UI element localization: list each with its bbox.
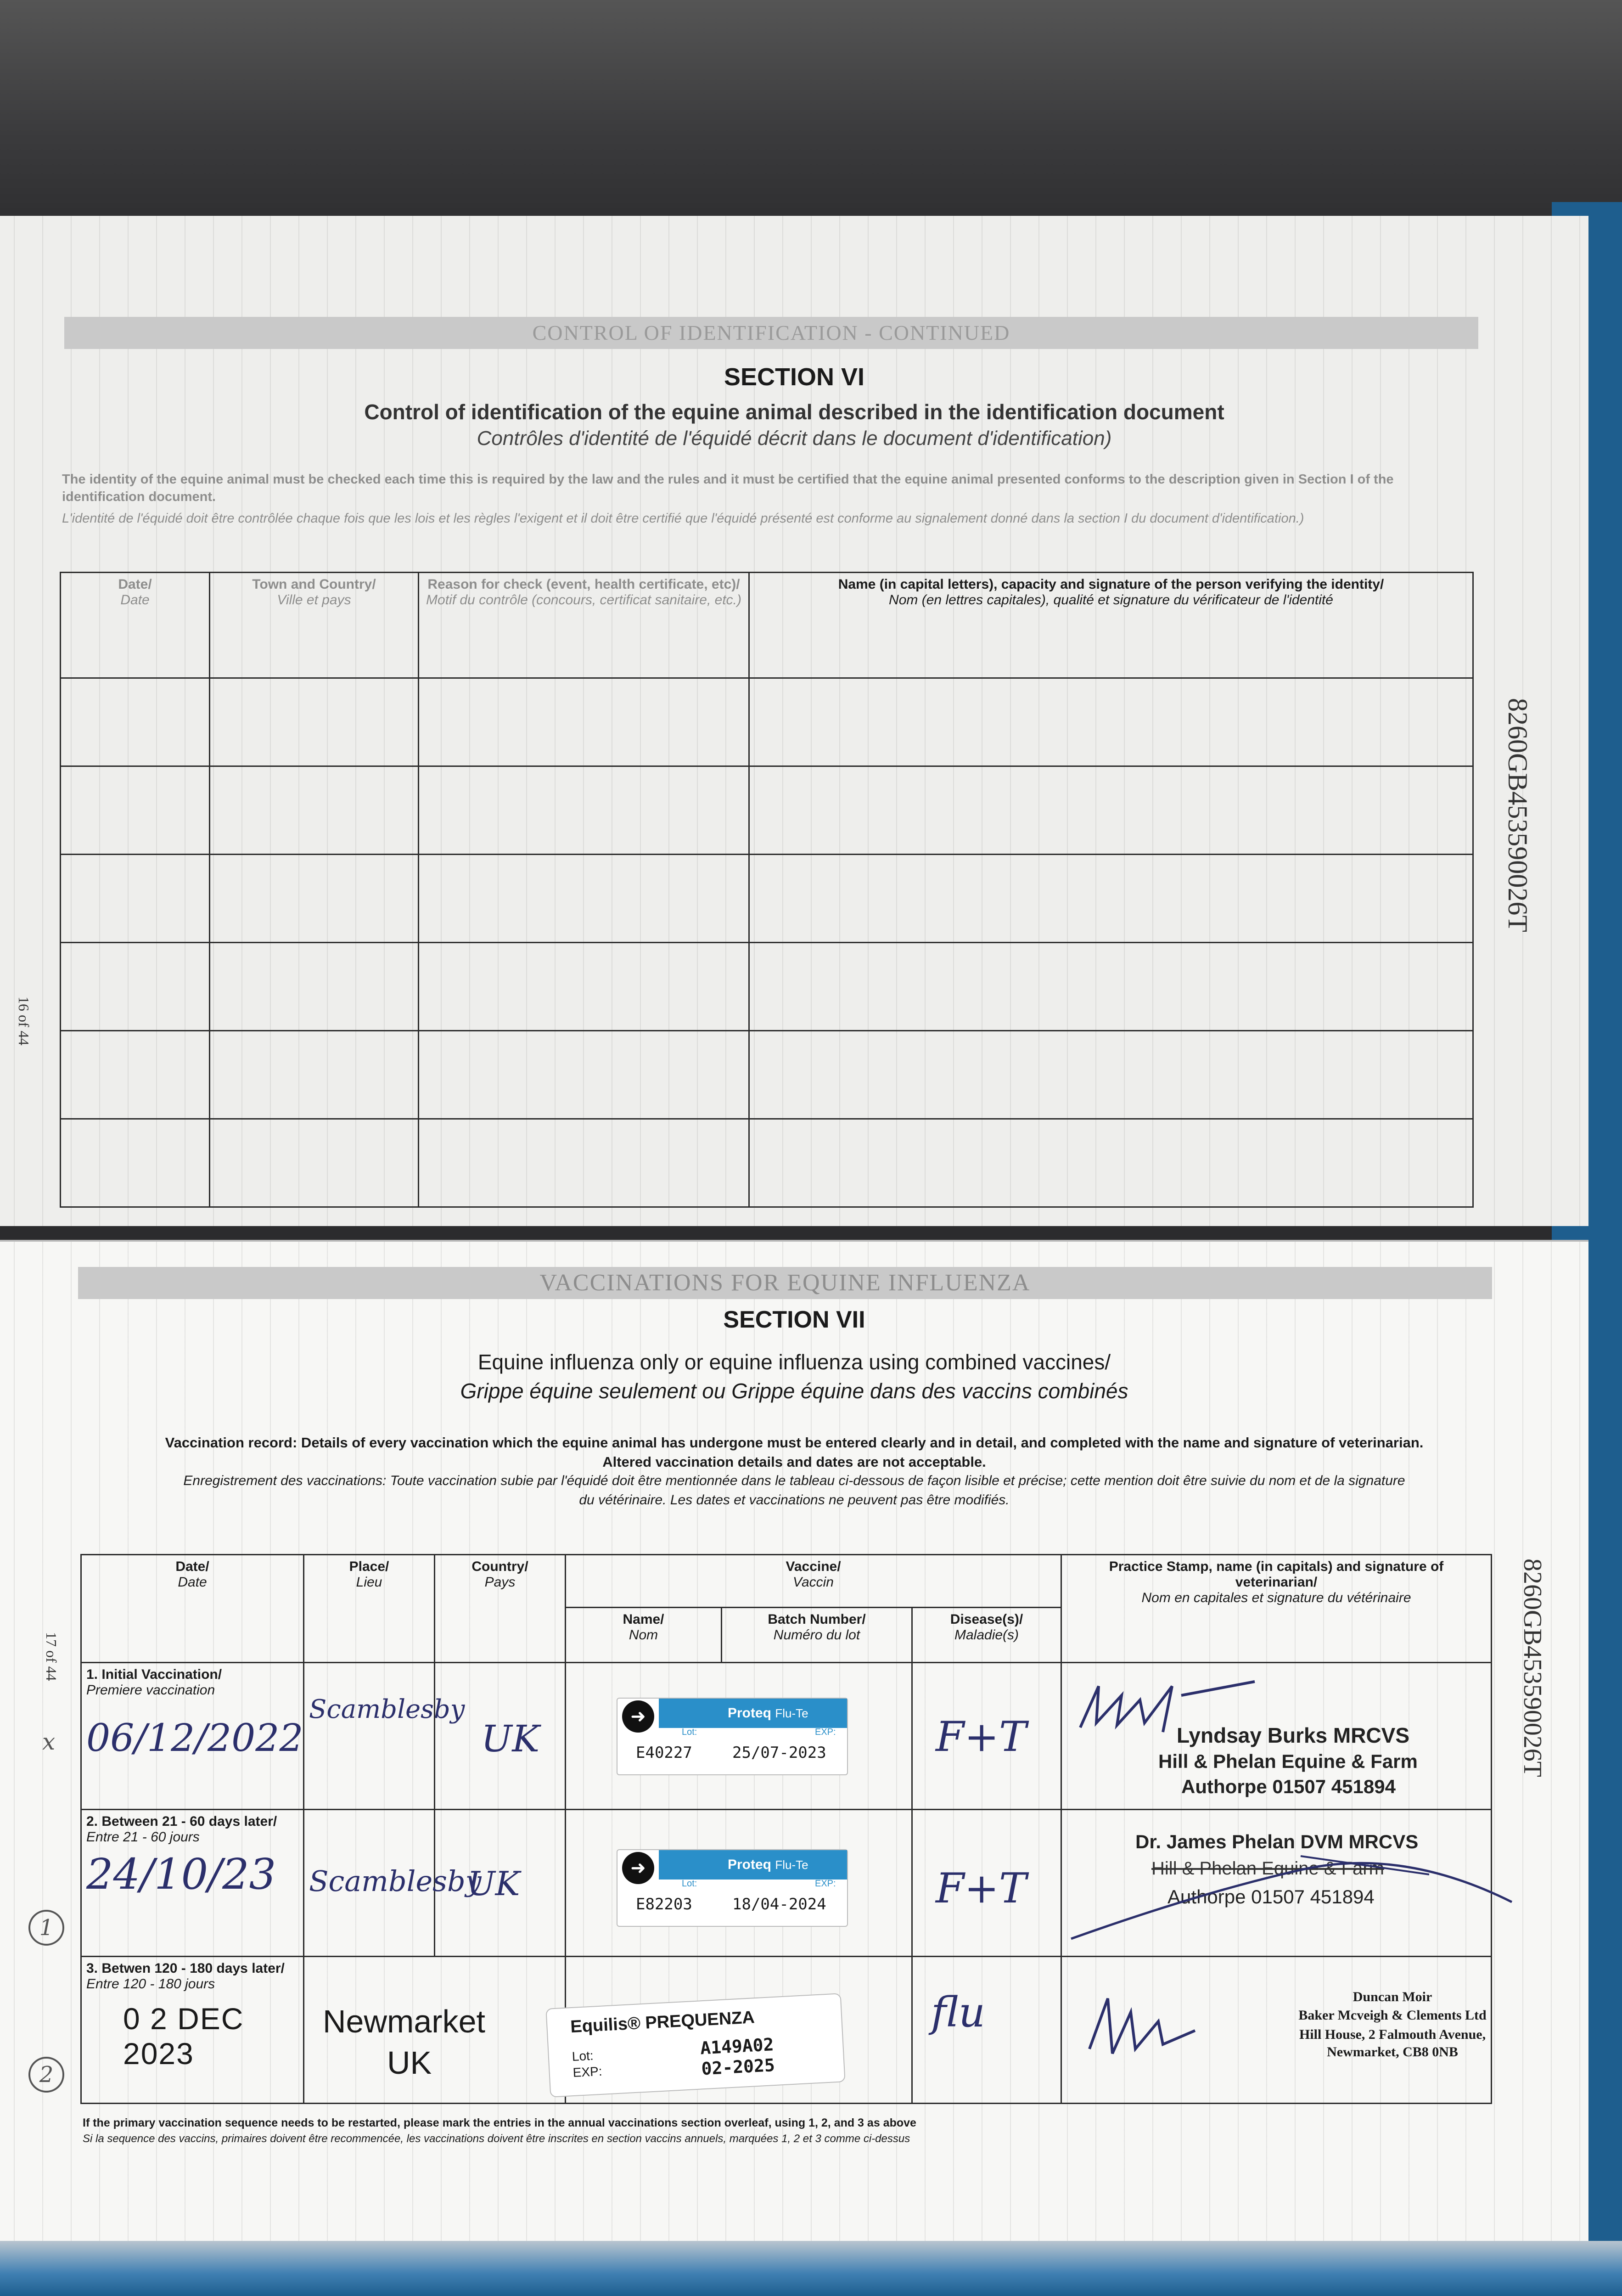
page-number: 17 of 44 — [43, 1632, 60, 1681]
col-date: Date/ Date — [61, 573, 210, 678]
vaccination-date: 24/10/23 — [86, 1850, 276, 1899]
page-17 — [0, 1240, 1588, 2245]
row-vet-cell — [1061, 1810, 1492, 1957]
vaccination-date: 06/12/2022 — [86, 1716, 303, 1760]
table-row — [61, 766, 1473, 855]
record-text-fr-1: Enregistrement des vaccinations: Toute vaccination subie par l'équidé doit être mentionnée dans le tableau ci-dessous de façon lisible et précise; cette mention doit être suivie du nom et de la signature — [183, 1473, 1405, 1488]
vet-practice: Baker Mcveigh & Clements Ltd — [1298, 2008, 1487, 2023]
arrow-up-icon: ➜ — [622, 1700, 654, 1733]
background-shadow — [0, 0, 1622, 220]
col-vaccine: Vaccine/ Vaccin — [566, 1555, 1061, 1608]
row-disease-cell: flu — [912, 1957, 1061, 2104]
col-practice-stamp: Practice Stamp, name (in capitals) and signature of veterinarian/ Nom en capitales et signature du vétérinaire — [1061, 1555, 1492, 1663]
col-town-country: Town and Country/ Ville et pays — [210, 573, 419, 678]
table-row — [81, 1810, 1492, 1957]
passport-cover-bottom — [0, 2241, 1622, 2296]
section-title: SECTION VII — [723, 1306, 865, 1333]
vet-name: Lyndsay Burks MRCVS — [1177, 1723, 1410, 1747]
row-vaccine-cell — [566, 1957, 912, 2104]
footer-text-en: If the primary vaccination sequence needs to be restarted, please mark the entries in the annual vaccinations section overleaf, using 1, 2, and 3 as above — [83, 2116, 916, 2129]
vaccine-sticker: ➜ Proteq Flu-Te Lot: EXP: E40227 25/07-2023 — [617, 1698, 848, 1775]
record-text-en-1: Vaccination record: Details of every vaccination which the equine animal has undergone must be entered clearly and in detail, and completed with the name and signature of veterinarian. — [165, 1435, 1424, 1451]
col-batch-number: Batch Number/ Numéro du lot — [722, 1608, 912, 1663]
col-country: Country/ Pays — [435, 1555, 566, 1663]
section-subtitle-en: Control of identification of the equine animal described in the identification document — [364, 400, 1224, 424]
vaccination-date: 0 2 DEC 2023 — [123, 2002, 244, 2071]
col-place: Place/ Lieu — [304, 1555, 435, 1663]
table-row — [61, 1031, 1473, 1119]
col-diseases: Disease(s)/ Maladie(s) — [912, 1608, 1061, 1663]
section-subtitle-fr: Contrôles d'identité de l'équidé décrit dans le document d'identification) — [477, 427, 1112, 450]
row-date-cell: 3. Betwen 120 - 180 days later/ Entre 120 - 180 jours 0 2 DEC 2023 — [81, 1957, 304, 2104]
row-country-cell: UK — [435, 1810, 566, 1957]
section-subtitle-en: Equine influenza only or equine influenza using combined vaccines/ — [477, 1350, 1111, 1374]
page-number: 16 of 44 — [16, 996, 32, 1046]
table-header-row — [81, 1555, 1492, 1608]
row-vaccine-cell — [566, 1663, 912, 1810]
footer-text-fr: Si la sequence des vaccins, primaires doivent être recommencée, les vaccinations doivent être inscrites en section vaccins annuels, marquées 1, 2 et 3 comme ci-dessus — [83, 2133, 910, 2145]
batch-expiry: 25/07-2023 — [732, 1744, 826, 1762]
identity-check-table — [60, 572, 1474, 1208]
batch-lot: E40227 — [636, 1744, 692, 1762]
row-date-cell: 1. Initial Vaccination/ Premiere vaccination 06/12/2022 — [81, 1663, 304, 1810]
section-banner: VACCINATIONS FOR EQUINE INFLUENZA — [78, 1267, 1492, 1299]
section-subtitle-fr: Grippe équine seulement ou Grippe équine dans des vaccins combinés — [460, 1379, 1128, 1403]
row-place-country-cell — [304, 1957, 566, 2104]
col-reason: Reason for check (event, health certificate, etc)/ Motif du contrôle (concours, certificat sanitaire, etc.) — [419, 573, 749, 678]
signature-image — [1062, 1829, 1530, 1943]
row-vet-cell — [1061, 1957, 1492, 2104]
record-text-fr-2: du vétérinaire. Les dates et vaccinations ne peuvent pas être modifiés. — [579, 1492, 1010, 1508]
vet-name: Duncan Moir — [1353, 1989, 1432, 2004]
passport-id: 8260GB453590026T — [1518, 1559, 1547, 1777]
vaccination-country: UK — [387, 2045, 432, 2081]
vaccination-place: Newmarket — [323, 2003, 485, 2039]
vet-address: Authorpe 01507 451894 — [1167, 1886, 1375, 1908]
intro-text-en: The identity of the equine animal must be checked each time this is required by the law and the rules and it must be certified that the equine animal presented conforms to the description given in Section I of the identification document. — [62, 472, 1394, 504]
intro-text-fr: L'identité de l'équidé doit être contrôlée chaque fois que les lois et les règles l'exigent et il doit être certifié que l'équidé présenté est conforme au signalement donné dans la section I du document d'identification.) — [62, 511, 1304, 526]
vaccine-sticker: ➜ Proteq Flu-Te Lot: EXP: E82203 18/04-2024 — [617, 1849, 848, 1927]
margin-mark: 2 — [28, 2057, 64, 2093]
col-date: Date/ Date — [81, 1555, 304, 1663]
margin-mark: 1 — [28, 1910, 64, 1946]
col-vaccine-name: Name/ Nom — [566, 1608, 722, 1663]
record-text-en-2: Altered vaccination details and dates are not acceptable. — [602, 1454, 986, 1470]
vet-address: Hill House, 2 Falmouth Avenue, Newmarket, CB8 0NB — [1299, 2027, 1486, 2060]
table-row — [61, 943, 1473, 1031]
table-row — [81, 1663, 1492, 1810]
row-place-cell: Scamblesby — [304, 1663, 435, 1810]
margin-mark: x — [42, 1728, 56, 1755]
page-16 — [0, 216, 1588, 1226]
section-banner: CONTROL OF IDENTIFICATION - CONTINUED — [64, 317, 1478, 349]
vet-practice: Hill & Phelan Equine & Farm — [1158, 1750, 1418, 1772]
row-date-cell: 2. Between 21 - 60 days later/ Entre 21 - 60 jours 24/10/23 — [81, 1810, 304, 1957]
row-country-cell: UK — [435, 1663, 566, 1810]
table-row — [61, 678, 1473, 766]
table-row — [61, 855, 1473, 943]
row-vaccine-cell — [566, 1810, 912, 1957]
table-header-row — [61, 573, 1473, 678]
signature-image — [1080, 1985, 1209, 2063]
batch-expiry: 18/04-2024 — [732, 1895, 826, 1913]
batch-lot: E82203 — [636, 1895, 692, 1913]
vaccination-table — [80, 1554, 1492, 2104]
row-place-cell: Scamblesby — [304, 1810, 435, 1957]
section-title: SECTION VI — [724, 363, 865, 391]
batch-expiry: 02-2025 — [701, 2055, 775, 2079]
table-row — [61, 1119, 1473, 1207]
passport-id: 8260GB453590026T — [1503, 698, 1533, 932]
vaccine-sticker: Equilis® PREQUENZA Lot: EXP: A149A02 02-2025 — [545, 1993, 845, 2097]
row-disease-cell: F+T — [912, 1810, 1061, 1957]
vet-practice: Hill & Phelan Equine & Farm — [1151, 1858, 1384, 1879]
row-disease-cell: F+T — [912, 1663, 1061, 1810]
arrow-up-icon: ➜ — [622, 1852, 654, 1884]
vet-address: Authorpe 01507 451894 — [1181, 1776, 1396, 1797]
row-vet-cell — [1061, 1663, 1492, 1810]
batch-lot: A149A02 — [700, 2034, 775, 2059]
table-row — [81, 1957, 1492, 2104]
vet-name: Dr. James Phelan DVM MRCVS — [1135, 1831, 1419, 1852]
col-verifier: Name (in capital letters), capacity and signature of the person verifying the identity/ Nom (en lettres capitales), qualité et signature du vérificateur de l'identité — [749, 573, 1473, 678]
